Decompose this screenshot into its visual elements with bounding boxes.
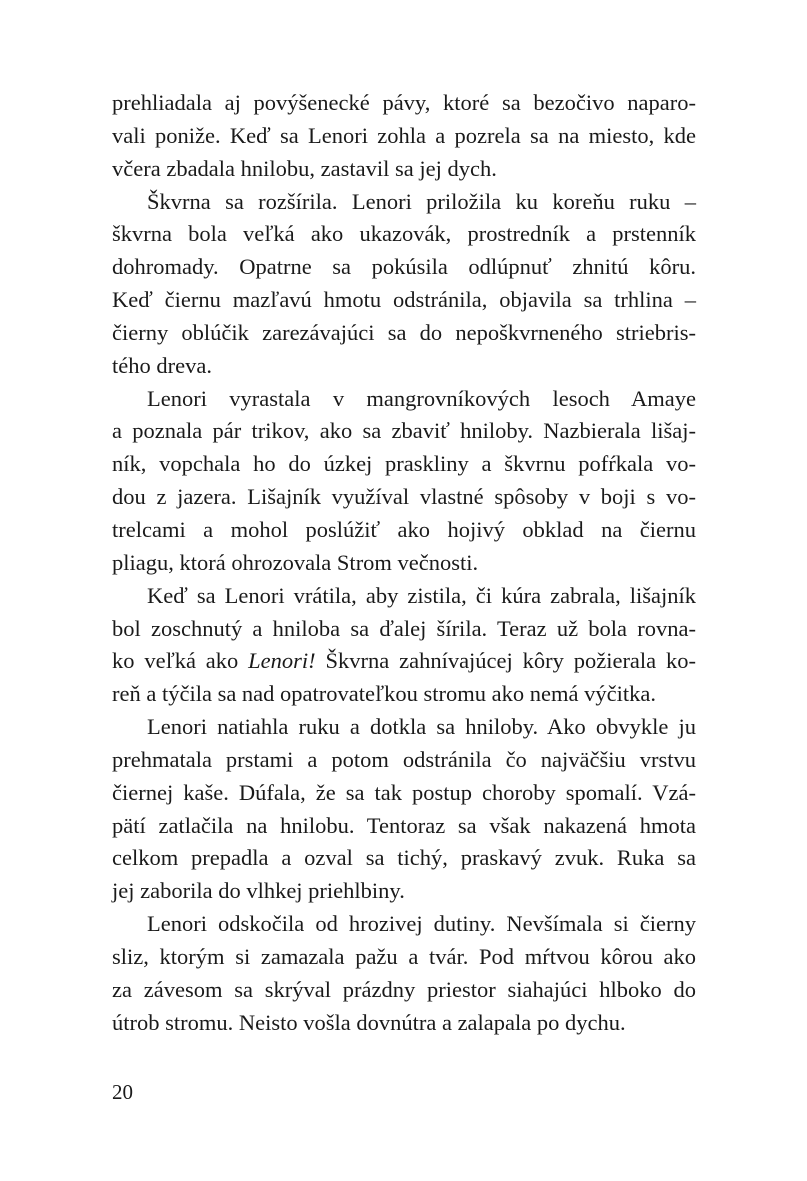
text-line <box>112 350 696 383</box>
text-line <box>112 251 696 284</box>
text-line <box>112 645 696 678</box>
italic-emphasis: Lenori! <box>248 648 316 674</box>
text-segment: vali poniže. Keď sa Lenori zohla a pozrela sa na miesto, kde <box>112 122 696 148</box>
text-segment: Lenori vyrastala v mangrovníkových lesoch Amaye <box>147 385 696 411</box>
text-line <box>112 547 696 580</box>
text-segment: dohromady. Opatrne sa pokúsila odlúpnuť zhnitú kôru. <box>112 254 696 280</box>
text-segment: bol zoschnutý a hniloba sa ďalej šírila. Teraz už bola rovna- <box>112 615 696 641</box>
text-line <box>112 777 696 810</box>
text-line <box>112 613 696 646</box>
text-segment: celkom prepadla a ozval sa tichý, praskavý zvuk. Ruka sa <box>112 845 696 871</box>
text-line <box>112 317 696 350</box>
text-line <box>112 908 696 941</box>
paragraph <box>112 383 696 580</box>
text-segment: prehmatala prstami a potom odstránila čo najväčšiu vrstvu <box>112 746 696 772</box>
text-line <box>112 218 696 251</box>
text-line <box>112 941 696 974</box>
text-line <box>112 415 696 448</box>
text-segment: čierny oblúčik zarezávajúci sa do nepoškvrneného striebris- <box>112 319 696 345</box>
text-line <box>112 810 696 843</box>
text-segment: sliz, ktorým si zamazala pažu a tvár. Pod mŕtvou kôrou ako <box>112 943 696 969</box>
text-segment: ník, vopchala ho do úzkej praskliny a škvrnu pofŕkala vo- <box>112 451 696 477</box>
body-text <box>112 87 696 1039</box>
text-line <box>112 284 696 317</box>
text-line <box>112 580 696 613</box>
text-segment: jej zaborila do vlhkej priehlbiny. <box>112 878 405 904</box>
text-segment: pliagu, ktorá ohrozovala Strom večnosti. <box>112 549 479 575</box>
text-segment: dou z jazera. Lišajník využíval vlastné spôsoby v boji s vo- <box>112 484 696 510</box>
text-segment: Keď čiernu mazľavú hmotu odstránila, objavila sa trhlina – <box>112 287 696 313</box>
text-line <box>112 481 696 514</box>
text-segment: útrob stromu. Neisto vošla dovnútra a zalapala po dychu. <box>112 1009 626 1035</box>
text-line <box>112 974 696 1007</box>
text-line <box>112 448 696 481</box>
text-line <box>112 514 696 547</box>
text-line <box>112 842 696 875</box>
text-segment: reň a týčila sa nad opatrovateľkou stromu ako nemá výčitka. <box>112 681 656 707</box>
text-line <box>112 120 696 153</box>
text-segment: prehliadala aj povýšenecké pávy, ktoré sa bezočivo naparo- <box>112 90 696 115</box>
page-number: 20 <box>112 1080 133 1104</box>
text-segment: Škvrna sa rozšírila. Lenori priložila ku koreňu ruku – <box>147 188 696 214</box>
text-segment: pätí zatlačila na hnilobu. Tentoraz sa však nakazená hmota <box>112 812 696 838</box>
text-line <box>112 711 696 744</box>
paragraph <box>112 87 696 186</box>
text-line <box>112 383 696 416</box>
text-line <box>112 678 696 711</box>
text-segment: Lenori natiahla ruku a dotkla sa hniloby. Ako obvykle ju <box>147 714 696 740</box>
text-segment: včera zbadala hnilobu, zastavil sa jej dych. <box>112 155 497 181</box>
paragraph <box>112 186 696 383</box>
text-segment: trelcami a mohol poslúžiť ako hojivý obklad na čiernu <box>112 516 696 542</box>
text-line <box>112 186 696 219</box>
text-segment: tého dreva. <box>112 352 212 378</box>
text-segment: Lenori odskočila od hrozivej dutiny. Nevšímala si čierny <box>147 911 696 937</box>
text-line <box>112 153 696 186</box>
text-line <box>112 744 696 777</box>
paragraph <box>112 580 696 711</box>
text-line <box>112 1007 696 1040</box>
text-segment: škvrna bola veľká ako ukazovák, prostredník a prstenník <box>112 221 696 247</box>
paragraph <box>112 711 696 908</box>
text-segment: Škvrna zahnívajúcej kôry požierala ko- <box>315 648 697 674</box>
text-line <box>112 875 696 908</box>
text-segment: za závesom sa skrýval prázdny priestor siahajúci hlboko do <box>112 976 696 1002</box>
text-segment: čiernej kaše. Dúfala, že sa tak postup choroby spomalí. Vzá- <box>112 779 696 805</box>
text-segment: Keď sa Lenori vrátila, aby zistila, či kúra zabrala, lišajník <box>147 582 696 608</box>
text-segment: ko veľká ako <box>112 648 249 674</box>
text-segment: a poznala pár trikov, ako sa zbaviť hniloby. Nazbierala lišaj- <box>112 418 696 444</box>
paragraph <box>112 908 696 1039</box>
text-line <box>112 87 696 120</box>
